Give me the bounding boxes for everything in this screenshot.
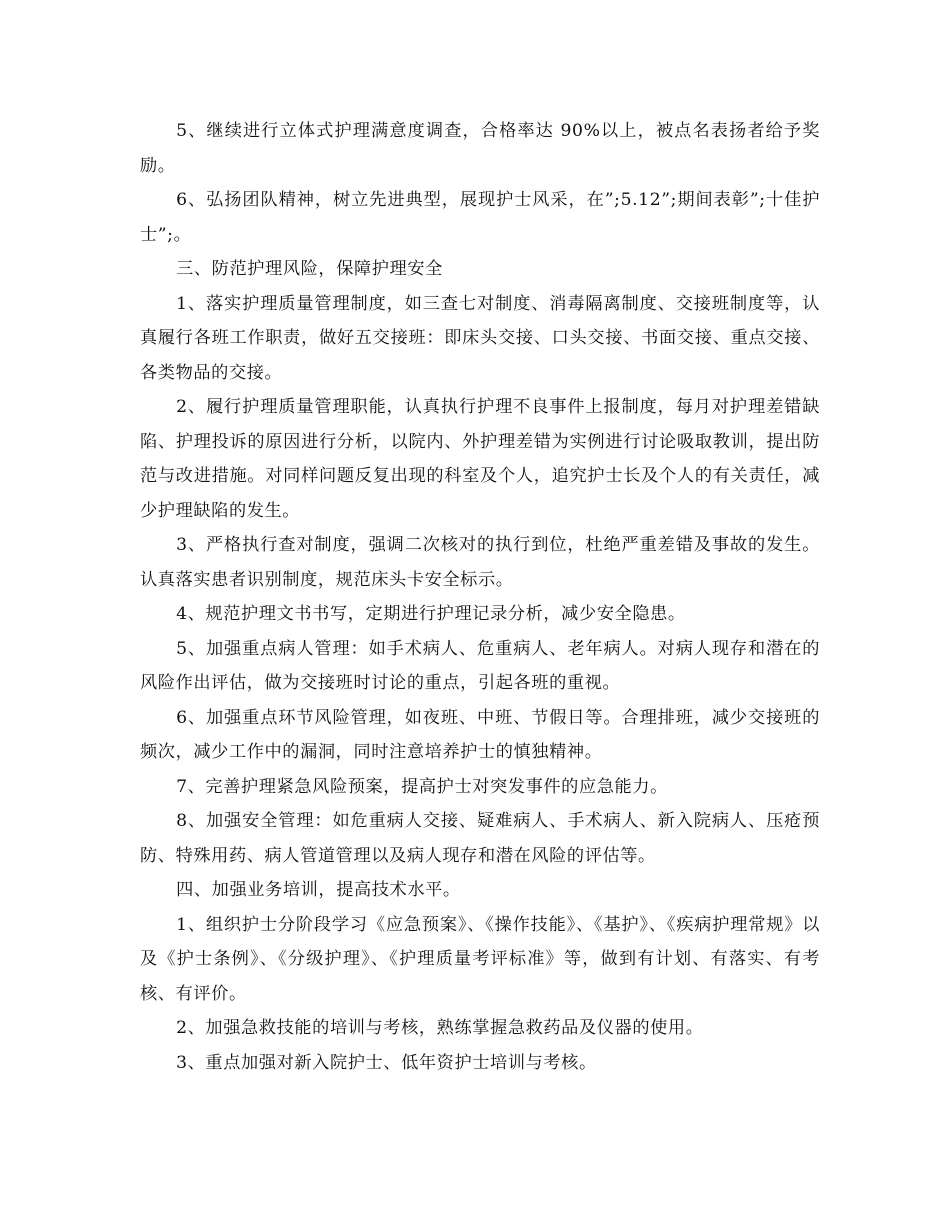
paragraph: 3、重点加强对新入院护士、低年资护士培训与考核。 — [176, 1052, 597, 1073]
paragraph: 1、落实护理质量管理制度，如三查七对制度、消毒隔离制度、交接班制度等，认真履行各班工作职责，做好五交接班：即床头交接、口头交接、书面交接、重点交接、各类物品的交接。 — [140, 293, 820, 383]
document-body — [140, 114, 820, 1080]
paragraph: 6、加强重点环节风险管理，如夜班、中班、节假日等。合理排班，减少交接班的频次，减少工作中的漏洞，同时注意培养护士的慎独精神。 — [140, 707, 820, 762]
paragraph: 3、严格执行查对制度，强调二次核对的执行到位，杜绝严重差错及事故的发生。认真落实患者识别制度，规范床头卡安全标示。 — [140, 535, 820, 590]
paragraph: 8、加强安全管理：如危重病人交接、疑难病人、手术病人、新入院病人、压疮预防、特殊用药、病人管道管理以及病人现存和潜在风险的评估等。 — [140, 811, 820, 866]
paragraph: 1、组织护士分阶段学习《应急预案》、《操作技能》、《基护》、《疾病护理常规》以及《护士条例》、《分级护理》、《护理质量考评标准》等，做到有计划、有落实、有考核、有评价。 — [140, 914, 820, 1004]
paragraph: 6、弘扬团队精神，树立先进典型，展现护士风采，在”;5.12”;期间表彰”;十佳护士”;。 — [140, 190, 820, 245]
section-heading: 四、加强业务培训，提高技术水平。 — [176, 880, 461, 900]
paragraph: 5、继续进行立体式护理满意度调查，合格率达 90%以上，被点名表扬者给予奖励。 — [140, 121, 820, 176]
paragraph: 7、完善护理紧急风险预案，提高护士对突发事件的应急能力。 — [176, 776, 668, 797]
paragraph: 2、履行护理质量管理职能，认真执行护理不良事件上报制度，每月对护理差错缺陷、护理投诉的原因进行分析，以院内、外护理差错为实例进行讨论吸取教训，提出防范与改进措施。对同样问题反复出现的科室及个人，追究护士长及个人的有关责任，减少护理缺陷的发生。 — [140, 397, 820, 521]
paragraph: 2、加强急救技能的培训与考核，熟练掌握急救药品及仪器的使用。 — [176, 1018, 704, 1038]
section-heading: 三、防范护理风险，保障护理安全 — [176, 259, 443, 279]
paragraph: 4、规范护理文书书写，定期进行护理记录分析，减少安全隐患。 — [176, 604, 686, 624]
paragraph: 5、加强重点病人管理：如手术病人、危重病人、老年病人。对病人现存和潜在的风险作出评估，做为交接班时讨论的重点，引起各班的重视。 — [140, 638, 820, 693]
